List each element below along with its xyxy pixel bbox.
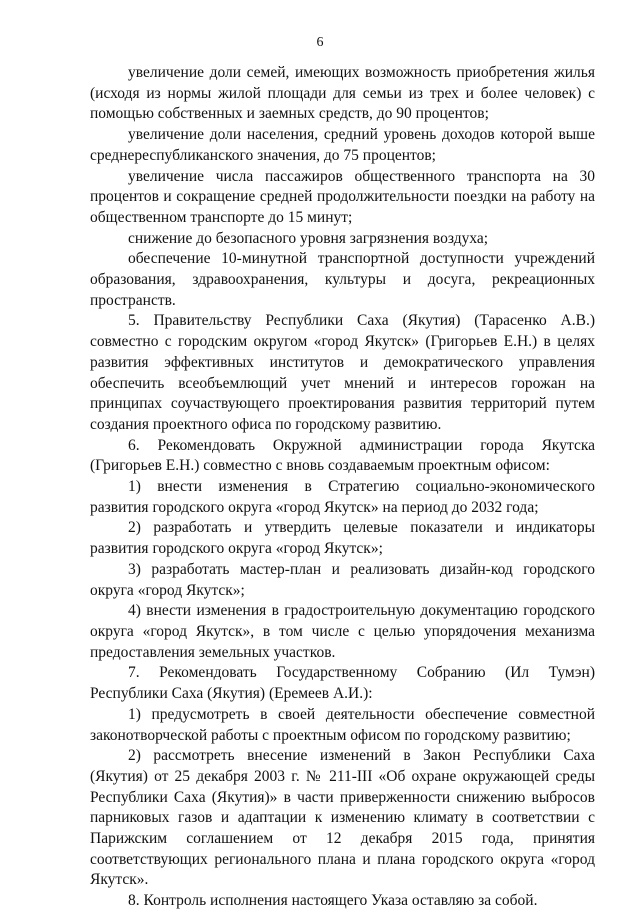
paragraph-public-transport: увеличение числа пассажиров общественного транспорта на 30 процентов и сокращение средней продолжительности поездки на работу на общественном транспорте до 15 минут; [90, 167, 595, 226]
paragraph-item-6-3: 3) разработать мастер-план и реализовать дизайн-код городского округа «город Якутск»; [90, 560, 595, 599]
page-number: 6 [316, 35, 324, 50]
paragraph-item-6: 6. Рекомендовать Окружной администрации города Якутска (Григорьев Е.Н.) совместно с вновь создаваемым проектным офисом: [90, 436, 595, 475]
paragraph-family-housing: увеличение доли семей, имеющих возможность приобретения жилья (исходя из нормы жилой площади для семьи из трех и более человек) с помощью собственных и заемных средств, до 90 процентов; [90, 64, 595, 123]
paragraph-item-6-2: 2) разработать и утвердить целевые показатели и индикаторы развития городского округа «город Якутск»; [90, 519, 595, 558]
paragraph-item-6-1: 1) внести изменения в Стратегию социально-экономического развития городского округа «город Якутск» на период до 2032 года; [90, 478, 595, 516]
paragraph-item-8: 8. Контроль исполнения настоящего Указа оставляю за собой. [128, 892, 538, 910]
paragraph-10-minute-access: обеспечение 10-минутной транспортной доступности учреждений образования, здравоохранения, культуры и досуга, рекреационных пространств. [90, 250, 595, 309]
paragraph-income-share: увеличение доли населения, средний уровень доходов которой выше среднереспубликанского значения, до 75 процентов; [90, 126, 595, 164]
paragraph-air-pollution: снижение до безопасного уровня загрязнения воздуха; [128, 229, 489, 247]
paragraph-item-7-1: 1) предусмотреть в своей деятельности обеспечение совместной законотворческой работы с проектным офисом по городскому развитию; [90, 705, 595, 744]
paragraph-item-7: 7. Рекомендовать Государственному Собранию (Ил Тумэн) Республики Саха (Якутия) (Еремеев А.И.): [90, 664, 595, 703]
paragraph-item-5: 5. Правительству Республики Саха (Якутия) (Тарасенко А.В.) совместно с городским округом «город Якутск» (Григорьев Е.Н.) в целях развития эффективных институтов и демократического управления обеспечить всеобъемлющий учет мнений и интересов горожан на принципах соучаствующего проектирования развития территорий путем создания проектного офиса по городскому развитию. [90, 312, 595, 433]
paragraph-item-7-2: 2) рассмотреть внесение изменений в Закон Республики Саха (Якутия) от 25 декабря 2003 г. № 211-III «Об охране окружающей среды Республики Саха (Якутия)» в части приверженности снижению выбросов парниковых газов и адаптации к изменению климату в соответствии с Парижским соглашением от 12 декабря 2015 года, принятия соответствующих регионального плана и плана городского округа «город Якутск». [90, 747, 595, 889]
document-body [90, 63, 595, 912]
paragraph-item-6-4: 4) внести изменения в градостроительную документацию городского округа «город Якутск», в том числе с целью упорядочения механизма предоставления земельных участков. [90, 602, 595, 661]
